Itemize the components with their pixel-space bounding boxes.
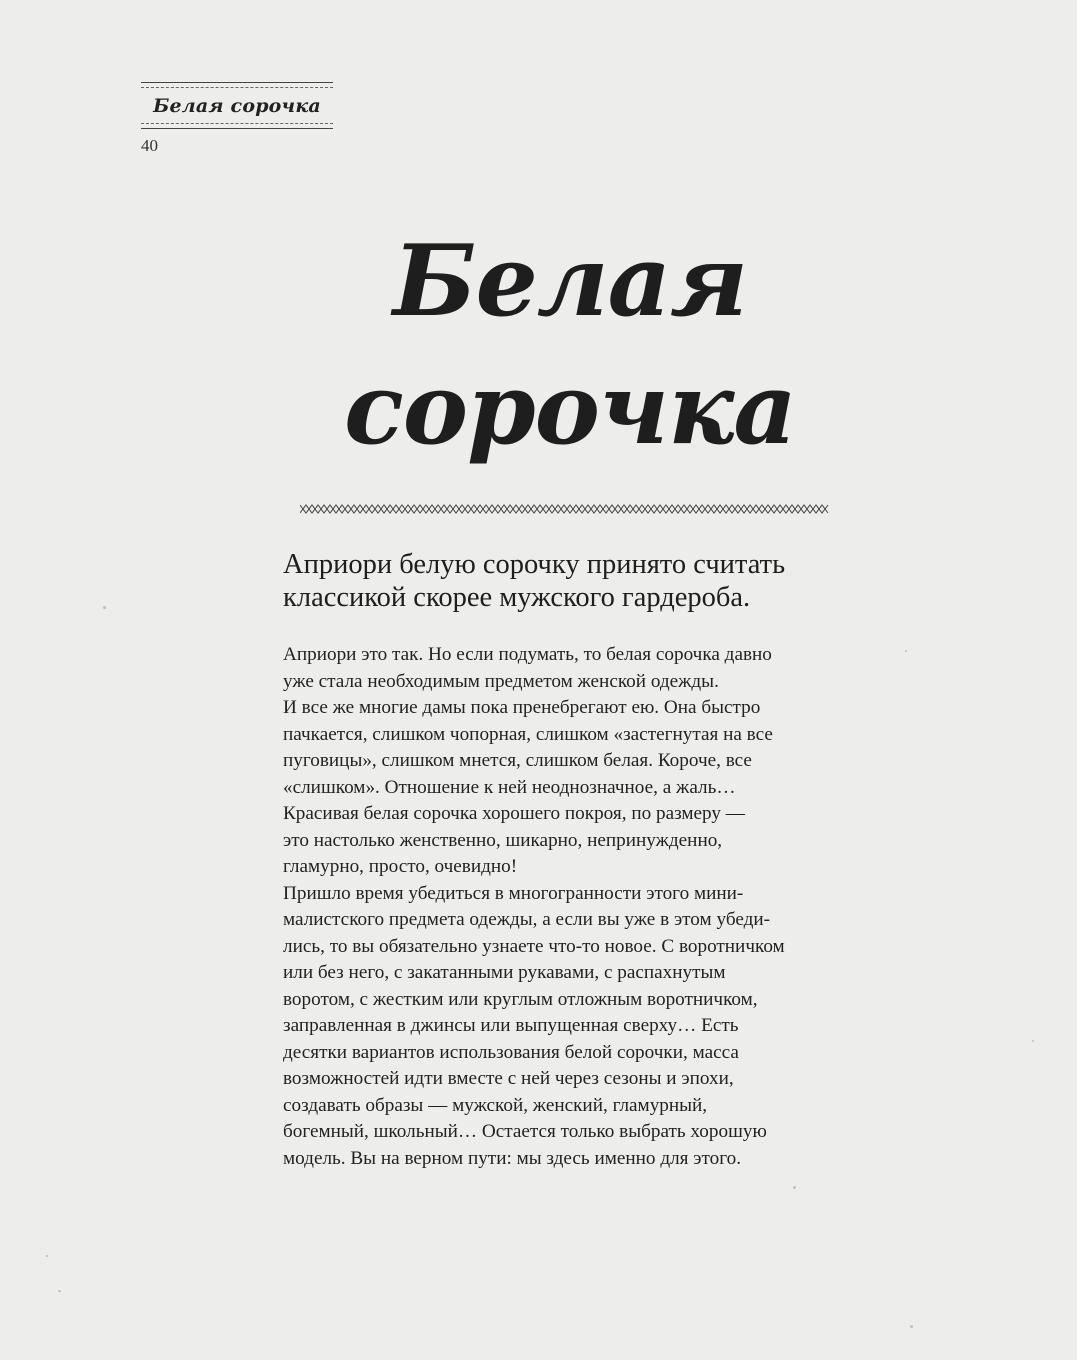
paper-speck [103,606,106,609]
chapter-title [300,218,840,474]
lead-line: классикой скорее мужского гардероба. [283,582,751,613]
paper-speck [1032,1040,1034,1042]
paper-speck [46,1255,48,1257]
paper-speck [58,1290,61,1292]
paper-speck [905,650,907,652]
running-title: Белая сорочка [153,95,321,117]
body-line: или без него, с закатанными рукавами, с распахнутым [283,962,726,983]
body-line: Красивая белая сорочка хорошего покроя, по размеру — [283,803,745,824]
lead-line: Априори белую сорочку принято считать [283,549,786,580]
body-line: малистского предмета одежды, а если вы уже в этом убеди- [283,909,771,930]
page-number: 40 [141,136,158,155]
paper-speck [910,1325,913,1328]
chapter-title-line-2: сорочка [344,352,796,467]
body-line: заправленная в джинсы или выпущенная сверху… Есть [283,1015,739,1036]
body-line: модель. Вы на верном пути: мы здесь именно для этого. [283,1147,742,1169]
body-line: гламурно, просто, очевидно! [283,856,518,877]
body-line: И все же многие дамы пока пренебрегают ею. Она быстро [283,697,761,718]
body-line: создавать образы — мужской, женский, гламурный, [283,1094,708,1116]
paper-speck [793,1186,796,1189]
body-line: богемный, школьный… Остается только выбрать хорошую [283,1121,767,1142]
body-paragraph [283,642,883,1172]
body-line: десятки вариантов использования белой сорочки, масса [283,1041,739,1063]
zigzag-divider [300,502,833,516]
lead-paragraph [283,548,883,614]
header-rule-top [141,82,333,88]
header-rule-bottom [141,123,333,129]
body-line: воротом, с жестким или круглым отложным воротничком, [283,988,758,1010]
body-line: пачкается, слишком чопорная, слишком «застегнутая на все [283,723,773,745]
body-line: «слишком». Отношение к ней неоднозначное, а жаль… [283,776,736,798]
running-header [141,82,333,129]
chapter-title-line-1: Белая [392,224,748,339]
body-line: Априори это так. Но если подумать, то белая сорочка давно [283,644,772,665]
body-line: пуговицы», слишком мнется, слишком белая. Короче, все [283,750,752,771]
body-line: уже стала необходимым предметом женской одежды. [283,670,719,692]
body-line: Пришло время убедиться в многогранности этого мини- [283,882,744,904]
body-line: это настолько женственно, шикарно, непринужденно, [283,829,723,851]
body-line: возможностей идти вместе с ней через сезоны и эпохи, [283,1068,734,1089]
body-line: лись, то вы обязательно узнаете что-то новое. С воротничком [283,935,785,957]
